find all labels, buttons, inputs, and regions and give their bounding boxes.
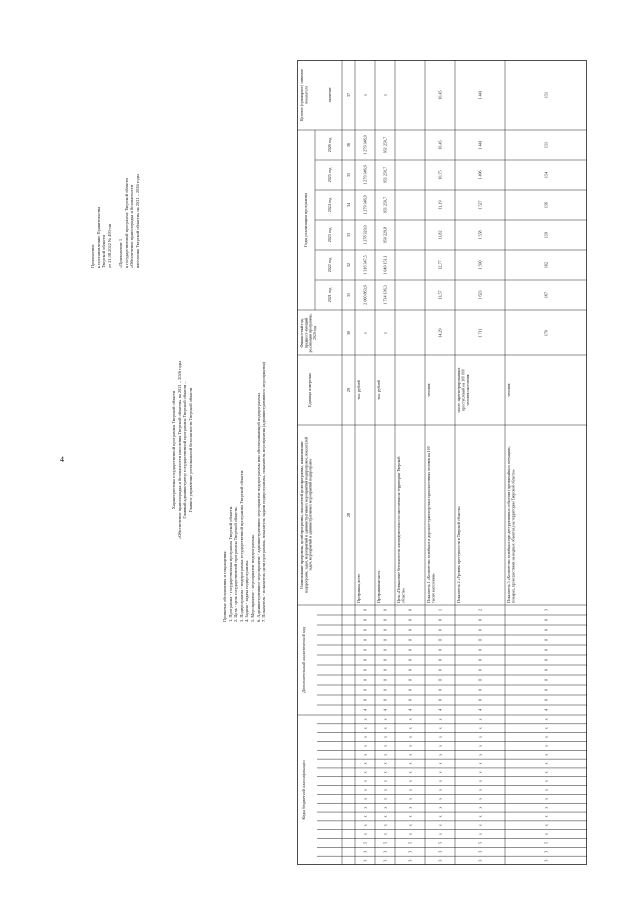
classifier-digit: 1	[437, 609, 443, 611]
note-line: 4. Задача - задача подпрограммы.	[244, 559, 250, 622]
note-line: 5. Мероприятие - мероприятие подпрограммы.	[249, 534, 255, 622]
budget-code-digit: x	[477, 789, 483, 791]
column-number: 34	[346, 203, 351, 207]
row-unit	[507, 383, 511, 396]
budget-code-digit: x	[437, 744, 443, 747]
classifier-digit: 0	[362, 639, 368, 641]
row-year-value: 950 229,8	[382, 226, 388, 244]
budget-code-digit: x	[407, 744, 413, 747]
budget-code-digit: x	[543, 718, 549, 721]
classifier-digit: 0	[407, 639, 413, 641]
classifier-digit: 0	[543, 689, 549, 691]
appendix-line: населения Тверской области» на 2021 – 2026 годы	[134, 174, 140, 268]
header-year: 2025 год	[327, 167, 332, 183]
budget-code-digit: x	[407, 771, 413, 774]
classifier-digit: 0	[477, 619, 483, 621]
classifier-digit: 0	[407, 679, 413, 681]
budget-code-digit: 3	[382, 859, 388, 862]
budget-code-digit: x	[382, 797, 388, 800]
column-number: 33	[346, 233, 351, 237]
row-year-value: 1 590	[477, 260, 483, 270]
budget-code-digit: x	[477, 797, 483, 800]
budget-code-digit: x	[382, 727, 388, 730]
budget-code-digit: x	[362, 744, 368, 747]
budget-code-digit: x	[362, 771, 368, 774]
budget-code-digit: x	[477, 744, 483, 747]
budget-code-digit: 3	[362, 850, 368, 853]
row-year-value: 1 049 151,1	[382, 255, 388, 275]
budget-code-digit: x	[543, 753, 549, 756]
budget-code-digit: 3	[477, 850, 483, 853]
column-number: 36	[346, 143, 351, 147]
classifier-digit: 0	[362, 669, 368, 671]
row-year-value: 1 558	[477, 230, 483, 240]
row-year-value: 951 250,7	[382, 166, 388, 184]
column-number: 31	[346, 293, 351, 297]
budget-code-digit: 5	[477, 841, 483, 844]
note-line: 7. Показатель - показатель цели программы, показатель задачи подпрограммы, показатель мероприятия (административного мероприятия)	[261, 361, 267, 622]
row-name	[397, 457, 405, 603]
classifier-digit: 4	[477, 709, 483, 711]
page-number: 4	[60, 455, 64, 464]
row-year-value: 167	[543, 291, 549, 299]
row-unit	[457, 368, 470, 413]
budget-code-digit: x	[382, 833, 388, 836]
classifier-digit: 0	[382, 639, 388, 641]
budget-code-digit: x	[382, 718, 388, 721]
classifier-digit: 4	[543, 709, 549, 711]
column-number: 35	[346, 173, 351, 177]
budget-code-digit: x	[382, 815, 388, 818]
budget-code-digit: x	[477, 771, 483, 774]
appendix-line: к постановлению Правительства	[95, 206, 101, 268]
budget-code-digit: x	[477, 762, 483, 765]
budget-code-digit: x	[382, 753, 388, 756]
classifier-digit: 0	[477, 649, 483, 651]
classifier-digit: 0	[382, 619, 388, 621]
row-year-value: 1 316 347,5	[362, 255, 368, 275]
row-base-value: x	[382, 331, 388, 335]
appendix-line: к государственной программе Тверской области	[123, 178, 129, 268]
budget-code-digit: 3	[477, 859, 483, 862]
row-year-value: 1 623	[477, 290, 483, 300]
classifier-digit: 0	[407, 699, 413, 701]
classifier-digit: 0	[382, 659, 388, 661]
row-year-value: 2 060 863,9	[362, 285, 368, 305]
budget-code-digit: x	[437, 727, 443, 730]
row-name	[357, 574, 362, 603]
classifier-digit: 0	[362, 629, 368, 631]
header-year: 2022 год	[327, 257, 332, 273]
svg-text:тыс. рублей: тыс. рублей	[377, 380, 381, 400]
classifier-digit: 0	[543, 649, 549, 651]
budget-code-digit: x	[477, 824, 483, 827]
row-base-value: x	[362, 331, 368, 335]
svg-text:Программная часть: Программная часть	[377, 570, 381, 603]
row-year-value: 13,57	[437, 290, 443, 300]
budget-code-digit: 3	[407, 859, 413, 862]
title-line: Характеристика государственной программы Тверской области	[171, 390, 176, 510]
budget-code-digit: x	[407, 727, 413, 730]
classifier-digit: 0	[437, 649, 443, 651]
svg-text:человек: человек	[427, 383, 431, 397]
classifier-digit: 0	[437, 619, 443, 621]
classifier-digit: 0	[543, 669, 549, 671]
budget-code-digit: x	[407, 736, 413, 739]
svg-text:показателя: показателя	[303, 85, 309, 105]
row-year-value: 1 734 136,3	[382, 285, 388, 305]
classifier-digit: 0	[477, 629, 483, 631]
budget-code-digit: x	[477, 727, 483, 730]
budget-code-digit: x	[437, 815, 443, 818]
classifier-digit: 4	[437, 709, 443, 711]
budget-code-digit: x	[477, 718, 483, 721]
budget-code-digit: x	[543, 771, 549, 774]
svg-text:Цель «Повышение безопасности ж: Цель «Повышение безопасности жизнедеятельности населения на территории Тверской	[397, 456, 401, 603]
svg-text:пожарах, происшествиях на водн: пожарах, происшествиях на водных объектах) на территории Тверской области»	[511, 469, 516, 603]
budget-code-digit: x	[407, 815, 413, 818]
budget-code-digit: x	[382, 806, 388, 809]
budget-code-digit: 5	[362, 841, 368, 844]
budget-code-digit: x	[362, 824, 368, 827]
budget-code-digit: x	[407, 797, 413, 800]
classifier-digit: 4	[407, 709, 413, 711]
svg-text:2020 год: 2020 год	[313, 326, 318, 340]
budget-code-digit: x	[477, 780, 483, 783]
header-target	[299, 69, 309, 122]
classifier-digit: 0	[407, 659, 413, 661]
header-year: 2021 год	[327, 287, 332, 303]
classifier-digit: 0	[543, 659, 549, 661]
classifier-digit: 0	[543, 699, 549, 701]
budget-code-digit: x	[543, 806, 549, 809]
row-year-value: 1 496	[477, 170, 483, 180]
program-characteristics-table	[297, 60, 587, 865]
budget-code-digit: x	[437, 806, 443, 809]
svg-text:задач, мероприятий и администр: задач, мероприятий и административных мероприятий подпрограмм	[308, 459, 313, 571]
budget-code-digit: x	[543, 815, 549, 818]
budget-code-digit: x	[543, 762, 549, 765]
budget-code-digit: x	[382, 762, 388, 765]
budget-code-digit: x	[382, 789, 388, 791]
budget-code-digit: x	[407, 718, 413, 721]
svg-text:тысяч населения»: тысяч населения»	[431, 573, 436, 603]
appendix-block	[90, 78, 140, 268]
classifier-digit: 4	[362, 709, 368, 711]
classifier-digit: 0	[543, 639, 549, 641]
budget-code-digit: x	[382, 744, 388, 747]
classifier-digit: 0	[407, 669, 413, 671]
budget-code-digit: x	[407, 753, 413, 756]
budget-code-digit: x	[407, 833, 413, 836]
budget-code-digit: 5	[437, 841, 443, 844]
budget-code-digit: x	[437, 780, 443, 783]
header-classifier: Дополнительный аналитический код	[301, 627, 306, 693]
row-year-value: 951 250,7	[382, 196, 388, 214]
budget-code-digit: x	[543, 833, 549, 836]
classifier-digit: 0	[382, 689, 388, 691]
row-year-value: 151	[543, 141, 549, 149]
title-line: Главный администратор государственной программы Тверской области –	[182, 381, 188, 519]
budget-code-digit: x	[407, 824, 413, 827]
row-target-value: 1 441	[477, 90, 483, 100]
budget-code-digit: x	[543, 727, 549, 730]
header-base-year	[300, 314, 317, 353]
budget-code-digit: 3	[362, 859, 368, 862]
budget-code-digit: x	[362, 780, 368, 783]
row-year-value: 12,77	[437, 260, 443, 270]
classifier-digit: 0	[437, 669, 443, 671]
classifier-digit: 0	[543, 619, 549, 621]
budget-code-digit: x	[362, 762, 368, 765]
classifier-digit: 4	[382, 709, 388, 711]
note-line: Принятые обозначения и сокращения:	[222, 550, 227, 622]
budget-code-digit: x	[477, 806, 483, 809]
budget-code-digit: 3	[382, 850, 388, 853]
classifier-digit: 0	[362, 649, 368, 651]
classifier-digit: 0	[477, 669, 483, 671]
classifier-digit: 0	[382, 609, 388, 611]
row-year-value: 156	[543, 201, 549, 209]
appendix-line: от 21.08.2022 № 493-пп	[106, 223, 112, 268]
svg-text:Целевое (суммарное) значение: Целевое (суммарное) значение	[299, 68, 304, 122]
row-year-value: 159	[543, 231, 549, 239]
budget-code-digit: x	[437, 771, 443, 774]
svg-text:предшест-вующий: предшест-вующий	[304, 317, 309, 349]
budget-code-digit: x	[362, 815, 368, 818]
budget-code-digit: x	[407, 780, 413, 783]
row-year-value: 1 527	[477, 200, 483, 210]
classifier-digit: 0	[382, 649, 388, 651]
budget-code-digit: x	[407, 806, 413, 809]
classifier-digit: 0	[437, 689, 443, 691]
row-year-value: 10,45	[437, 140, 443, 150]
budget-code-digit: 5	[407, 841, 413, 844]
row-unit	[427, 383, 431, 396]
budget-code-digit: x	[477, 815, 483, 818]
budget-code-digit: 5	[382, 841, 388, 844]
budget-code-digit: x	[543, 824, 549, 827]
classifier-digit: 0	[382, 699, 388, 701]
budget-code-digit: 5	[543, 841, 549, 844]
row-name	[457, 506, 461, 603]
document-title	[171, 250, 193, 650]
row-base-value: 170	[543, 329, 549, 337]
row-name	[427, 446, 435, 603]
classifier-digit: 0	[437, 659, 443, 661]
classifier-digit: 0	[382, 629, 388, 631]
budget-code-digit: x	[437, 797, 443, 800]
svg-text:Показатель 2 «Уровень преступн: Показатель 2 «Уровень преступности в Тверской области»	[457, 506, 461, 603]
row-base-value: 1 711	[477, 328, 483, 338]
budget-code-digit: x	[437, 718, 443, 721]
budget-code-digit: 3	[437, 859, 443, 862]
svg-text:Финансо-вый год,: Финансо-вый год,	[300, 318, 304, 348]
classifier-digit: 0	[477, 679, 483, 681]
budget-code-digit: x	[477, 736, 483, 739]
svg-text:области»: области»	[401, 588, 406, 603]
header-name	[300, 437, 314, 593]
row-year-value: 1 279 346,9	[362, 195, 368, 215]
budget-code-digit: x	[362, 718, 368, 721]
header-years-group: Годы реализации программы	[303, 192, 308, 248]
row-year-value: 1 279 346,9	[362, 135, 368, 155]
title-line: «Обеспечение правопорядка и безопасности населения Тверской области» на 2021 – 2026 годы	[176, 361, 182, 539]
classifier-digit: 0	[407, 619, 413, 621]
classifier-digit: 0	[407, 629, 413, 631]
budget-code-digit: x	[437, 762, 443, 765]
budget-code-digit: x	[543, 744, 549, 747]
budget-code-digit: x	[437, 824, 443, 827]
classifier-digit: 0	[362, 699, 368, 701]
row-year-value: 154	[543, 171, 549, 179]
budget-code-digit: x	[362, 833, 368, 836]
classifier-digit: 0	[382, 669, 388, 671]
row-year-value: 162	[543, 261, 549, 269]
column-number: 30	[346, 331, 351, 335]
budget-code-digit: x	[437, 736, 443, 739]
svg-text:Показатель 1 «Количество погиб: Показатель 1 «Количество погибших в дорожно-транспортных происшествиях человек на 100	[427, 446, 431, 603]
column-number: 32	[346, 263, 351, 267]
budget-code-digit: x	[437, 753, 443, 756]
budget-code-digit: x	[382, 780, 388, 783]
budget-code-digit: x	[543, 780, 549, 783]
row-target-value: 10,45	[437, 90, 443, 100]
svg-text:Единица измерения: Единица измерения	[307, 373, 312, 407]
budget-code-digit: 3	[543, 859, 549, 862]
budget-code-digit: x	[477, 833, 483, 836]
column-number: 28	[346, 513, 351, 517]
row-year-value: 1 441	[477, 140, 483, 150]
row-unit	[377, 380, 381, 399]
note-line: 1. Программа - государственная программа Тверской области.	[227, 505, 233, 622]
classifier-digit: 0	[437, 629, 443, 631]
budget-code-digit: 3	[437, 850, 443, 853]
row-year-value: 11,82	[437, 230, 443, 240]
classifier-digit: 0	[362, 609, 368, 611]
budget-code-digit: x	[437, 789, 443, 791]
svg-text:тыс. рублей: тыс. рублей	[357, 380, 361, 400]
budget-code-digit: 3	[407, 850, 413, 853]
header-year: 2023 год	[327, 227, 332, 243]
classifier-digit: 0	[362, 679, 368, 681]
header-year: 2026 год	[327, 137, 332, 153]
row-year-value: 10,75	[437, 170, 443, 180]
row-year-value: 11,19	[437, 200, 443, 210]
classifier-digit: 0	[362, 659, 368, 661]
appendix-line: «Приложение 1	[117, 238, 123, 268]
row-target-value: 151	[543, 91, 549, 99]
note-line: 3. Подпрограмма - подпрограмма государственной программы Тверской области.	[238, 469, 244, 622]
budget-code-digit: x	[407, 762, 413, 765]
budget-code-digit: x	[362, 727, 368, 730]
budget-code-digit: x	[382, 736, 388, 739]
budget-code-digit: x	[543, 797, 549, 800]
classifier-digit: 0	[437, 639, 443, 641]
svg-text:реализации программы,: реализации программы,	[308, 313, 313, 353]
budget-code-digit: x	[407, 789, 413, 791]
classifier-digit: 0	[477, 689, 483, 691]
column-number: 37	[346, 93, 351, 97]
svg-text:Программа, всего: Программа, всего	[357, 573, 361, 603]
budget-code-digit: x	[437, 833, 443, 836]
row-target-value: x	[382, 93, 388, 97]
classifier-digit: 0	[543, 629, 549, 631]
header-unit	[307, 373, 312, 407]
classifier-digit: 0	[543, 679, 549, 681]
classifier-digit: 0	[437, 679, 443, 681]
budget-code-digit: x	[543, 789, 549, 791]
budget-code-digit: x	[362, 736, 368, 739]
note-line: 6. Административное мероприятие - административное мероприятие подпрограммы или обеспечивающей подпрограммы	[255, 393, 261, 622]
budget-code-digit: x	[362, 753, 368, 756]
budget-code-digit: x	[362, 797, 368, 800]
row-year-value: 1 278 320,0	[362, 225, 368, 245]
row-base-value: 14,29	[437, 328, 443, 338]
header-budget-codes: Коды бюджетной классификации	[301, 760, 306, 820]
row-year-value: 951 250,7	[382, 136, 388, 154]
budget-code-digit: x	[382, 771, 388, 774]
budget-code-digit: x	[477, 753, 483, 756]
classifier-digit: 0	[477, 699, 483, 701]
title-line: Главное управление региональной безопасности Тверской области	[187, 387, 193, 513]
row-name	[377, 570, 381, 603]
budget-code-digit: x	[362, 806, 368, 809]
classifier-digit: 0	[477, 659, 483, 661]
row-target-value: x	[362, 93, 368, 97]
classifier-digit: 0	[362, 689, 368, 691]
budget-code-digit: x	[382, 824, 388, 827]
svg-text:Показатель 3 «Количество погиб: Показатель 3 «Количество погибших при деструктивных событиях (чрезвычайных ситуациях,	[507, 446, 511, 603]
abbreviations-notes	[222, 361, 267, 622]
svg-text:Наименование программы, целей: Наименование программы, целей программы, показателей цели программы, наименование	[300, 441, 304, 589]
budget-code-digit: 3	[543, 850, 549, 853]
column-number: 29	[346, 388, 351, 392]
classifier-digit: 0	[437, 699, 443, 701]
header-target-value: значение	[327, 87, 332, 103]
appendix-line: Приложение	[90, 244, 95, 268]
appendix-line: Тверской области	[101, 235, 107, 268]
row-year-value: 1 279 346,9	[362, 165, 368, 185]
classifier-digit: 2	[477, 609, 483, 611]
classifier-digit: 0	[407, 609, 413, 611]
budget-code-digit: x	[543, 736, 549, 739]
classifier-digit: 0	[477, 639, 483, 641]
classifier-digit: 3	[543, 609, 549, 611]
svg-text:человек населения: человек населения	[465, 374, 470, 406]
svg-text:преступлений на 100 000: преступлений на 100 000	[461, 369, 466, 411]
classifier-digit: 0	[407, 689, 413, 691]
row-unit	[357, 380, 361, 399]
svg-text:человек: человек	[507, 383, 511, 397]
appendix-line: «Обеспечение правопорядка и безопасности	[129, 184, 135, 268]
budget-code-digit: x	[362, 789, 368, 791]
classifier-digit: 0	[382, 679, 388, 681]
header-year: 2024 год	[327, 197, 332, 213]
svg-text:подпрограмм, задач, мероприяти: подпрограмм, задач, мероприятий и административных мероприятий подпрограмм, показателей	[304, 436, 309, 594]
svg-text:число зарегистрированных: число зарегистрированных	[457, 367, 461, 413]
classifier-digit: 0	[407, 649, 413, 651]
classifier-digit: 0	[362, 619, 368, 621]
note-line: 2. Цель - цель государственной программы Тверской области.	[233, 506, 239, 622]
row-name	[507, 446, 516, 603]
